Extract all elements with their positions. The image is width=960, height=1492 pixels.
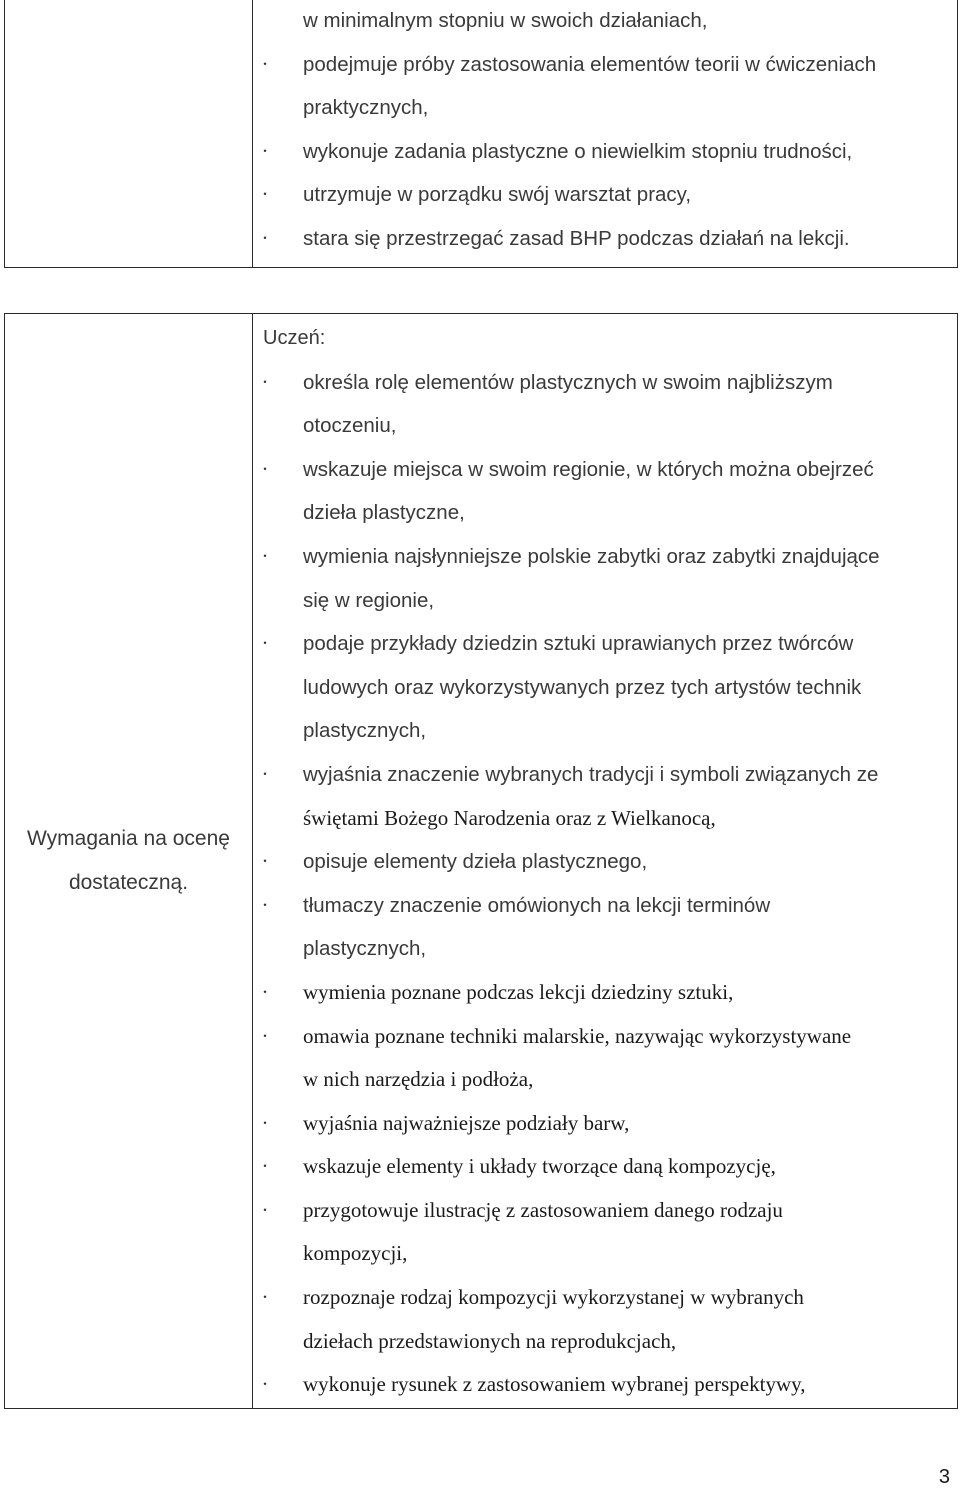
bullet-icon: · <box>261 543 269 568</box>
list-item-continuation <box>259 0 949 43</box>
bullet-icon: · <box>261 1197 269 1222</box>
list-item <box>259 622 949 666</box>
list-item-text: utrzymuje w porządku swój warsztat pracy, <box>303 183 692 207</box>
bullet-icon: · <box>261 456 269 481</box>
bullet-icon: · <box>261 631 269 656</box>
list-item-continuation <box>259 86 949 130</box>
list-item-text: praktycznych, <box>303 96 429 120</box>
requirements-cell <box>259 317 949 1407</box>
list-item <box>259 1145 949 1189</box>
list-item-text: otoczeniu, <box>303 414 397 438</box>
list-item <box>259 361 949 405</box>
list-item-text: wymienia najsłynniejsze polskie zabytki oraz zabytki znajdujące <box>303 544 880 568</box>
list-item-text: stara się przestrzegać zasad BHP podczas działań na lekcji. <box>303 226 850 250</box>
grade-label-cell <box>5 314 252 1408</box>
list-item-text: w minimalnym stopniu w swoich działaniach, <box>303 9 708 32</box>
column-divider <box>252 0 253 267</box>
list-item <box>259 1276 949 1320</box>
list-item-text: wskazuje miejsca w swoim regionie, w których można obejrzeć <box>303 457 874 481</box>
bullet-icon: · <box>261 138 269 163</box>
grade-label <box>27 817 230 905</box>
list-item-continuation <box>259 1232 949 1276</box>
list-item-text: plastycznych, <box>303 937 427 961</box>
list-item-text: opisuje elementy dzieła plastycznego, <box>303 850 648 874</box>
bullet-icon: · <box>261 1110 269 1135</box>
bullet-icon: · <box>261 761 269 786</box>
list-item-text: dzieła plastyczne, <box>303 501 465 525</box>
list-item <box>259 535 949 579</box>
list-item <box>259 1189 949 1233</box>
bullet-icon: · <box>261 1285 269 1310</box>
list-item-continuation <box>259 666 949 710</box>
bullet-icon: · <box>261 1154 269 1179</box>
list-item-text: wyjaśnia najważniejsze podziały barw, <box>303 1110 630 1135</box>
list-item <box>259 840 949 884</box>
page-number: 3 <box>938 1466 950 1488</box>
list-item <box>259 173 949 217</box>
student-intro: Uczeń: <box>263 327 326 349</box>
bullet-icon: · <box>261 51 269 76</box>
requirements-list-continued <box>259 0 949 261</box>
list-item-text: się w regionie, <box>303 588 435 612</box>
list-item-text: dziełach przedstawionych na reprodukcjach, <box>303 1328 677 1353</box>
list-item-text: plastycznych, <box>303 719 427 743</box>
bullet-icon: · <box>261 892 269 917</box>
list-item-text: podaje przykłady dziedzin sztuki uprawianych przez twórców <box>303 632 854 656</box>
bullet-icon: · <box>261 225 269 250</box>
list-item-text: określa rolę elementów plastycznych w swoim najbliższym <box>303 370 833 394</box>
bullet-icon: · <box>261 849 269 874</box>
list-item-continuation <box>259 404 949 448</box>
list-item <box>259 217 949 261</box>
list-item <box>259 971 949 1015</box>
list-item-continuation <box>259 1058 949 1102</box>
table-grade-satisfactory <box>4 313 958 1409</box>
bullet-icon: · <box>261 182 269 207</box>
column-divider <box>252 314 253 1408</box>
list-item-text: wykonuje rysunek z zastosowaniem wybranej perspektywy, <box>303 1372 806 1397</box>
list-item-continuation <box>259 927 949 971</box>
list-item-continuation <box>259 579 949 623</box>
list-item <box>259 43 949 87</box>
list-item-continuation <box>259 491 949 535</box>
list-item <box>259 1102 949 1146</box>
list-item-text: wyjaśnia znaczenie wybranych tradycji i symboli związanych ze <box>303 762 879 786</box>
list-item-text: rozpoznaje rodzaj kompozycji wykorzystanej w wybranych <box>303 1285 804 1310</box>
list-item-text: podejmuje próby zastosowania elementów teorii w ćwiczeniach <box>303 52 877 76</box>
list-item-text: wskazuje elementy i układy tworzące daną kompozycję, <box>303 1154 776 1179</box>
list-item <box>259 753 949 797</box>
grade-label-line-2: dostateczną. <box>68 871 189 894</box>
list-item-text: świętami Bożego Narodzenia oraz z Wielkanocą, <box>303 805 716 830</box>
bullet-icon: · <box>261 369 269 394</box>
grade-label-line-1: Wymagania na ocenę <box>27 827 230 850</box>
list-item-text: przygotowuje ilustrację z zastosowaniem danego rodzaju <box>303 1197 783 1222</box>
bullet-icon: · <box>261 979 269 1004</box>
list-item-text: omawia poznane techniki malarskie, nazywając wykorzystywane <box>303 1023 852 1048</box>
list-item-continuation <box>259 709 949 753</box>
bullet-icon: · <box>261 1372 269 1397</box>
list-item-text: kompozycji, <box>303 1241 408 1266</box>
list-item <box>259 884 949 928</box>
list-item <box>259 1363 949 1407</box>
list-item <box>259 448 949 492</box>
list-item-text: w nich narzędzia i podłoża, <box>303 1067 534 1092</box>
list-item-text: wykonuje zadania plastyczne o niewielkim stopniu trudności, <box>303 139 853 163</box>
bullet-icon: · <box>261 1023 269 1048</box>
list-item-text: tłumaczy znaczenie omówionych na lekcji terminów <box>303 893 771 917</box>
list-item-continuation <box>259 797 949 841</box>
list-item-continuation <box>259 1320 949 1364</box>
table-continuation <box>4 0 958 268</box>
list-item <box>259 130 949 174</box>
list-item-text: wymienia poznane podczas lekcji dziedziny sztuki, <box>303 979 734 1004</box>
list-item-text: ludowych oraz wykorzystywanych przez tych artystów technik <box>303 675 862 699</box>
list-item <box>259 1015 949 1059</box>
requirements-list <box>259 361 949 1407</box>
